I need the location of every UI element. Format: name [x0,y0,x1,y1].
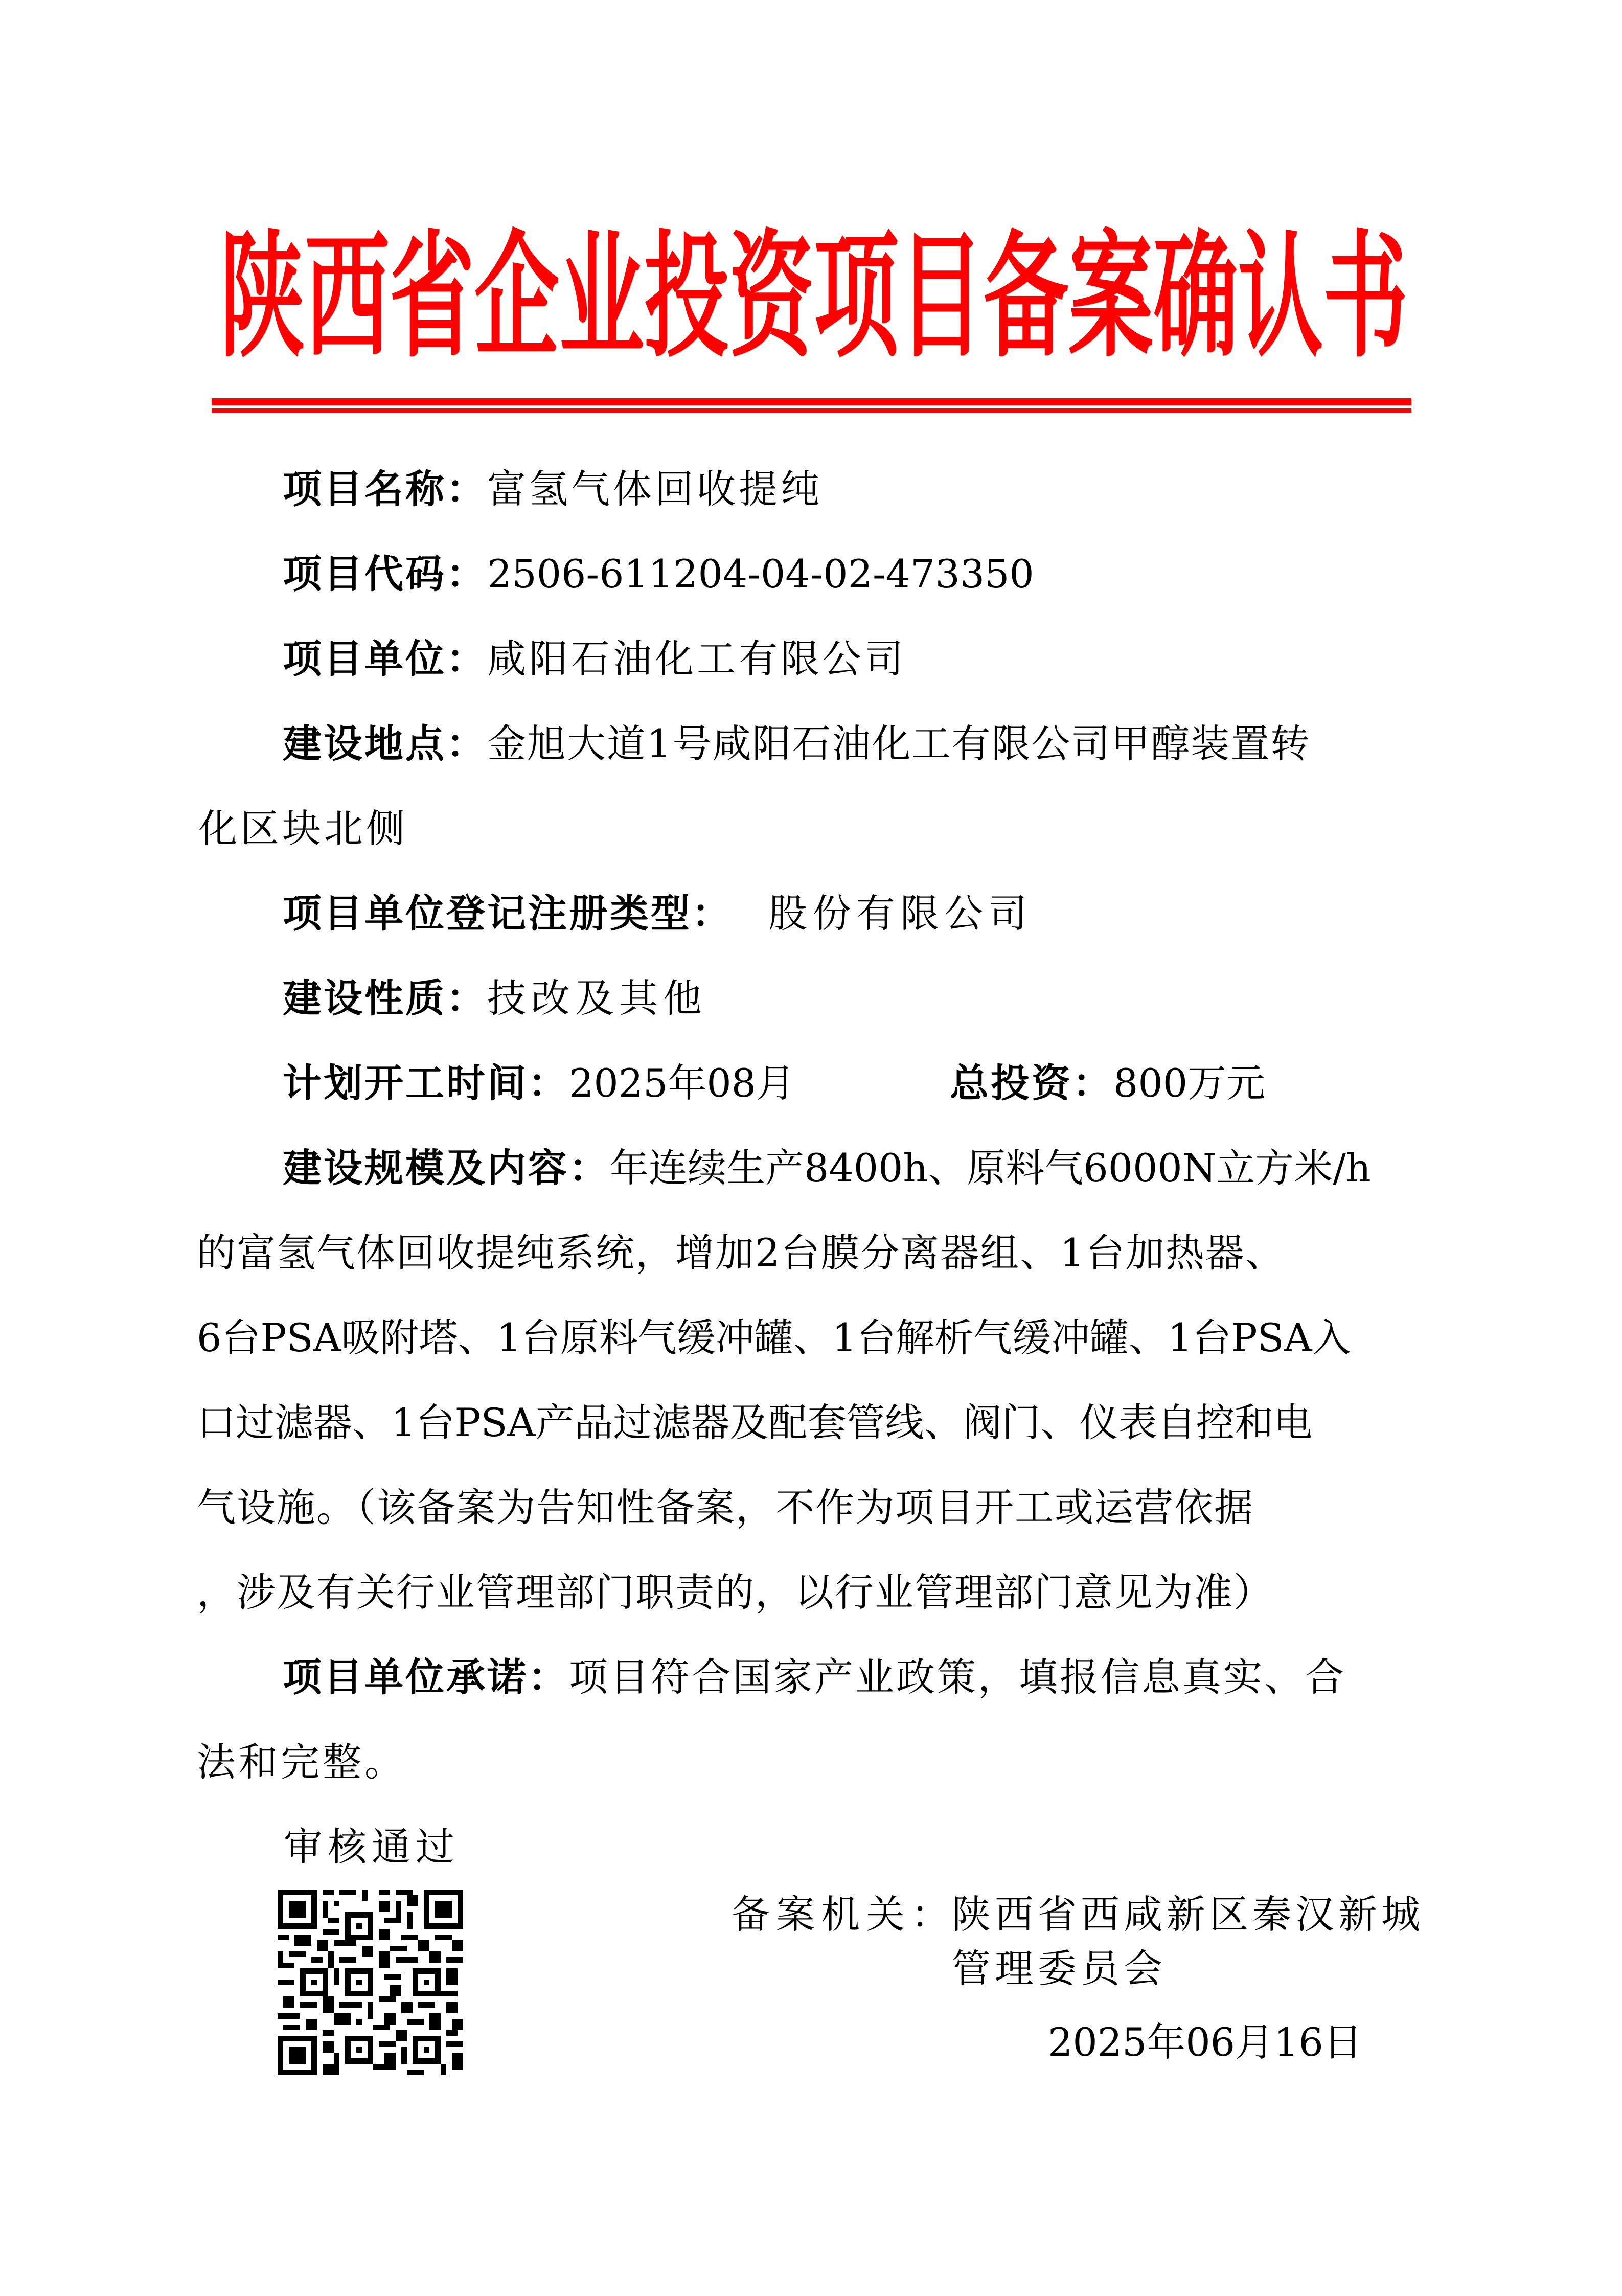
filing-authority-name: 陕西省西咸新区秦汉新城 [952,1892,1424,1937]
title-divider-thick [212,398,1411,405]
field-value: 2025年08月 [569,1060,795,1106]
field-label: 建设性质： [283,975,487,1021]
field-scale-content-line: 的富氢气体回收提纯系统，增加2台膜分离器组、1台加热器、 [197,1230,1285,1276]
field-project-name [283,466,823,512]
field-label: 项目名称： [283,466,487,512]
field-value: 项目符合国家产业政策，填报信息真实、合 [569,1654,1346,1700]
field-registration-type [283,891,1032,937]
field-label: 项目单位承诺： [283,1654,569,1700]
field-value: 年连续生产8400h、原料气6000N立方米/h [610,1145,1371,1191]
field-value: 咸阳石油化工有限公司 [487,636,906,681]
field-construction-nature [283,975,707,1021]
title-divider-thin [212,408,1411,413]
field-label: 计划开工时间： [283,1060,569,1106]
field-project-code [283,551,1034,597]
field-planned-start [283,1060,795,1106]
field-total-investment [950,1060,1265,1106]
filing-date: 2025年06月16日 [1048,2019,1362,2065]
field-label: 项目单位登记注册类型： [283,891,733,936]
field-label: 项目代码： [283,551,487,597]
qr-code-icon [278,1890,463,2075]
field-scale-content-line: 气设施。（该备案为告知性备案，不作为项目开工或运营依据 [197,1485,1254,1530]
field-value: 金旭大道1号咸阳石油化工有限公司甲醇装置转 [487,721,1311,766]
field-scale-content-line: 6台PSA吸附塔、1台原料气缓冲罐、1台解析气缓冲罐、1台PSA入 [197,1315,1351,1360]
field-label: 建设规模及内容： [283,1145,610,1191]
review-status: 审核通过 [284,1824,460,1870]
field-commitment [283,1654,1346,1700]
field-value: 股份有限公司 [768,891,1032,936]
field-label: 建设地点： [283,721,487,766]
field-location-cont: 化区块北侧 [198,806,408,851]
field-value: 富氢气体回收提纯 [487,466,823,512]
field-label: 项目单位： [283,636,487,681]
filing-authority-name-cont: 管理委员会 [952,1946,1167,1991]
field-scale-content [283,1145,1371,1191]
field-project-unit [283,636,906,682]
filing-authority-label: 备案机关： [731,1892,956,1937]
field-location [283,721,1310,767]
field-value: 2506-611204-04-02-473350 [487,551,1034,597]
field-scale-content-line: ，涉及有关行业管理部门职责的，以行业管理部门意见为准） [197,1570,1273,1615]
field-label: 总投资： [950,1060,1113,1106]
field-value: 技改及其他 [487,975,707,1021]
field-commitment-cont: 法和完整。 [197,1739,406,1785]
field-value: 800万元 [1113,1060,1266,1106]
field-scale-content-line: 口过滤器、1台PSA产品过滤器及配套管线、阀门、仪表自控和电 [197,1400,1313,1445]
document-title: 陕西省企业投资项目备案确认书 [220,217,1408,376]
